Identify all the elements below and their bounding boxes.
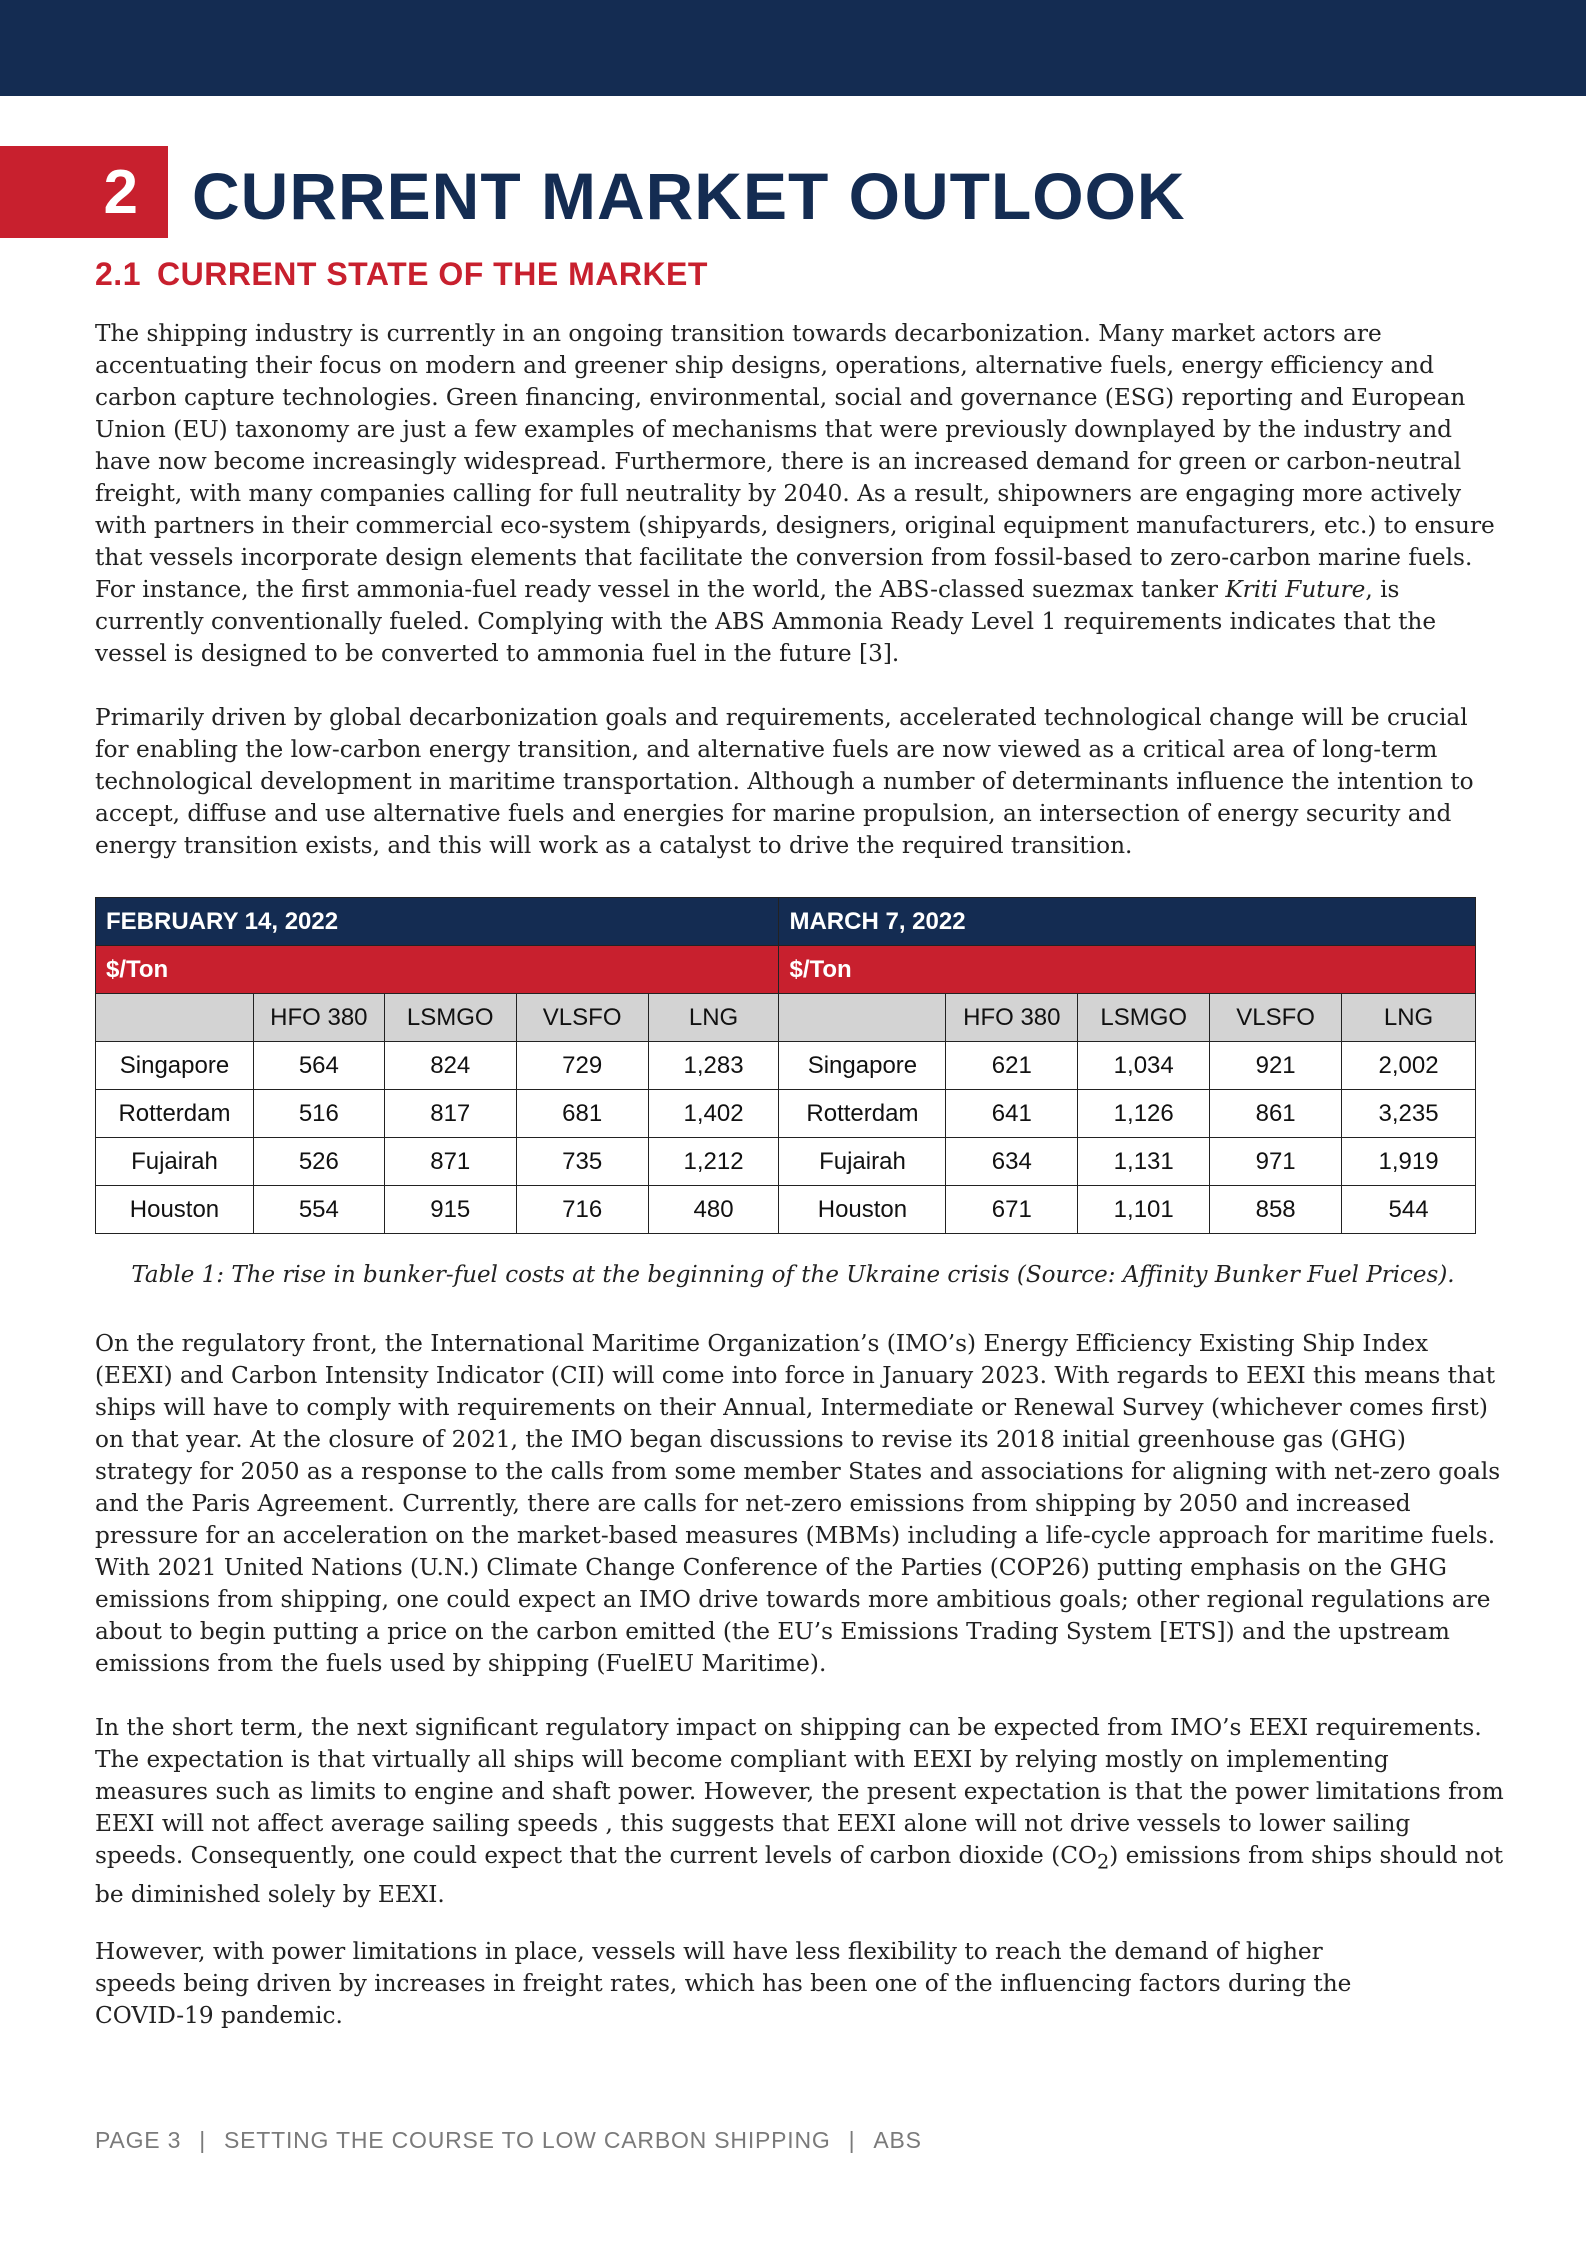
table-right-date: MARCH 7, 2022 — [779, 898, 1476, 946]
bunker-fuel-price-table — [95, 897, 1476, 1234]
paragraph-3: On the regulatory front, the International Maritime Organization’s (IMO’s) Energy Efficiency Existing Ship Index (EEXI) and Carbon Intensity Indicator (CII) will come into force in January 2023. With regards to EEXI this means that ships will have to comply with requirements on their Annual, Intermediate or Renewal Survey (whichever comes first) on that year. At the closure of 2021, the IMO began discussions to revise its 2018 initial greenhouse gas (GHG) strategy for 2050 as a response to the calls from some member States and associations for aligning with net-zero goals and the Paris Agreement. Currently, there are calls for net-zero emissions from shipping by 2050 and increased pressure for an acceleration on the market-based measures (MBMs) including a life-cycle approach for maritime fuels. With 2021 United Nations (U.N.) Climate Change Conference of the Parties (COP26) putting emphasis on the GHG emissions from shipping, one could expect an IMO drive towards more ambitious goals; other regional regulations are about to begin putting a price on the carbon emitted (the EU’s Emissions Trading System [ETS]) and the upstream emissions from the fuels used by shipping (FuelEU Maritime). — [95, 1330, 1501, 1677]
table-cell: 858 — [1210, 1186, 1342, 1234]
table-cell: 480 — [648, 1186, 779, 1234]
table-cell: 554 — [253, 1186, 384, 1234]
table-cell: 2,002 — [1342, 1042, 1476, 1090]
table-cell: 716 — [516, 1186, 648, 1234]
table-cell: 915 — [384, 1186, 516, 1234]
row-port: Fujairah — [779, 1138, 946, 1186]
table-caption: Table 1: The rise in bunker-fuel costs at the beginning of the Ukraine crisis (Source: Affinity Bunker Fuel Prices). — [131, 1262, 1455, 1288]
table-cell: 824 — [384, 1042, 516, 1090]
table-cell: 564 — [253, 1042, 384, 1090]
table-cell: 544 — [1342, 1186, 1476, 1234]
row-port: Fujairah — [96, 1138, 254, 1186]
table-row — [96, 1186, 1476, 1234]
column-header: HFO 380 — [253, 994, 384, 1042]
top-banner — [0, 0, 1586, 96]
paragraph-2: Primarily driven by global decarbonization goals and requirements, accelerated technological change will be crucial for enabling the low-carbon energy transition, and alternative fuels are now viewed as a critical area of long-term technological development in maritime transportation. Although a number of determinants influence the intention to accept, diffuse and use alternative fuels and energies for marine propulsion, an intersection of energy security and energy transition exists, and this will work as a catalyst to drive the required transition. — [95, 704, 1474, 859]
table-cell: 1,283 — [648, 1042, 779, 1090]
table-cell: 3,235 — [1342, 1090, 1476, 1138]
table-cell: 1,126 — [1078, 1090, 1210, 1138]
organization: ABS — [873, 2127, 922, 2153]
row-port: Houston — [96, 1186, 254, 1234]
table-left-unit: $/Ton — [96, 946, 779, 994]
table-cell: 621 — [946, 1042, 1078, 1090]
document-title: SETTING THE COURSE TO LOW CARBON SHIPPING — [223, 2127, 831, 2153]
table-row — [96, 1138, 1476, 1186]
table-cell: 1,034 — [1078, 1042, 1210, 1090]
table-cell: 729 — [516, 1042, 648, 1090]
table-cell: 516 — [253, 1090, 384, 1138]
paragraph-1: The shipping industry is currently in an ongoing transition towards decarbonization. Many market actors are accentuating their focus on modern and greener ship designs, operations, alternative fuels, energy efficiency and carbon capture technologies. Green financing, environmental, social and governance (ESG) reporting and European Union (EU) taxonomy are just a few examples of mechanisms that were previously downplayed by the industry and have now become increasingly widespread. Furthermore, there is an increased demand for green or carbon-neutral freight, with many companies calling for full neutrality by 2040. As a result, shipowners are engaging more actively with partners in their commercial eco-system (shipyards, designers, original equipment manufacturers, etc.) to ensure that vessels incorporate design elements that facilitate the conversion from fossil-based to zero-carbon marine fuels. For instance, the first ammonia-fuel ready vessel in the world, the ABS-classed suezmax tanker Kriti Future, is currently conventionally fueled. Complying with the ABS Ammonia Ready Level 1 requirements indicates that the vessel is designed to be converted to ammonia fuel in the future [3]. — [95, 320, 1495, 667]
row-port: Rotterdam — [779, 1090, 946, 1138]
table-cell: 671 — [946, 1186, 1078, 1234]
table-row — [96, 1090, 1476, 1138]
table-cell: 681 — [516, 1090, 648, 1138]
subsection-heading — [95, 256, 708, 293]
table-date-row — [96, 898, 1476, 946]
section-title: CURRENT MARKET OUTLOOK — [192, 159, 1186, 233]
table-row — [96, 1042, 1476, 1090]
table-cell: 1,919 — [1342, 1138, 1476, 1186]
column-header: LSMGO — [384, 994, 516, 1042]
page-footer: PAGE 3 | SETTING THE COURSE TO LOW CARBON SHIPPING | ABS — [95, 2127, 922, 2153]
table-cell: 735 — [516, 1138, 648, 1186]
table-right-unit: $/Ton — [779, 946, 1476, 994]
vessel-name: Kriti Future — [1225, 576, 1366, 603]
row-port: Singapore — [96, 1042, 254, 1090]
table-cell: 1,101 — [1078, 1186, 1210, 1234]
column-header: LSMGO — [1078, 994, 1210, 1042]
co2-subscript: 2 — [1096, 1850, 1110, 1874]
row-port: Houston — [779, 1186, 946, 1234]
row-port: Rotterdam — [96, 1090, 254, 1138]
table-cell: 634 — [946, 1138, 1078, 1186]
paragraph-5: However, with power limitations in place, vessels will have less flexibility to reach the demand of higher speeds being driven by increases in freight rates, which has been one of the influencing factors during the COVID-19 pandemic. — [95, 1938, 1352, 2029]
subsection-title: CURRENT STATE OF THE MARKET — [156, 256, 708, 292]
table-cell: 1,212 — [648, 1138, 779, 1186]
table-cell: 641 — [946, 1090, 1078, 1138]
table-unit-row — [96, 946, 1476, 994]
table-cell: 1,402 — [648, 1090, 779, 1138]
table-left-date: FEBRUARY 14, 2022 — [96, 898, 779, 946]
table-cell: 526 — [253, 1138, 384, 1186]
column-header: HFO 380 — [946, 994, 1078, 1042]
column-header: LNG — [1342, 994, 1476, 1042]
section-number: 2 — [0, 146, 168, 238]
column-header: VLSFO — [1210, 994, 1342, 1042]
table-column-headers — [96, 994, 1476, 1042]
table-cell: 1,131 — [1078, 1138, 1210, 1186]
paragraph-4: In the short term, the next significant regulatory impact on shipping can be expected from IMO’s EEXI requirements. The expectation is that virtually all ships will become compliant with EEXI by relying mostly on implementing measures such as limits to engine and shaft power. However, the present expectation is that the power limitations from EEXI will not affect average sailing speeds , this suggests that EEXI alone will not drive vessels to lower sailing speeds. Consequently, one could expect that the current levels of carbon dioxide $(CO_2)$ emissions from ships should not be diminished solely by EEXI. — [95, 1714, 1504, 1908]
table-cell: 871 — [384, 1138, 516, 1186]
table-cell: 921 — [1210, 1042, 1342, 1090]
subsection-number: 2.1 — [95, 256, 141, 292]
page-number: PAGE 3 — [95, 2127, 182, 2153]
table-cell: 817 — [384, 1090, 516, 1138]
row-port: Singapore — [779, 1042, 946, 1090]
table-cell: 861 — [1210, 1090, 1342, 1138]
table-cell: 971 — [1210, 1138, 1342, 1186]
column-header: LNG — [648, 994, 779, 1042]
column-header: VLSFO — [516, 994, 648, 1042]
